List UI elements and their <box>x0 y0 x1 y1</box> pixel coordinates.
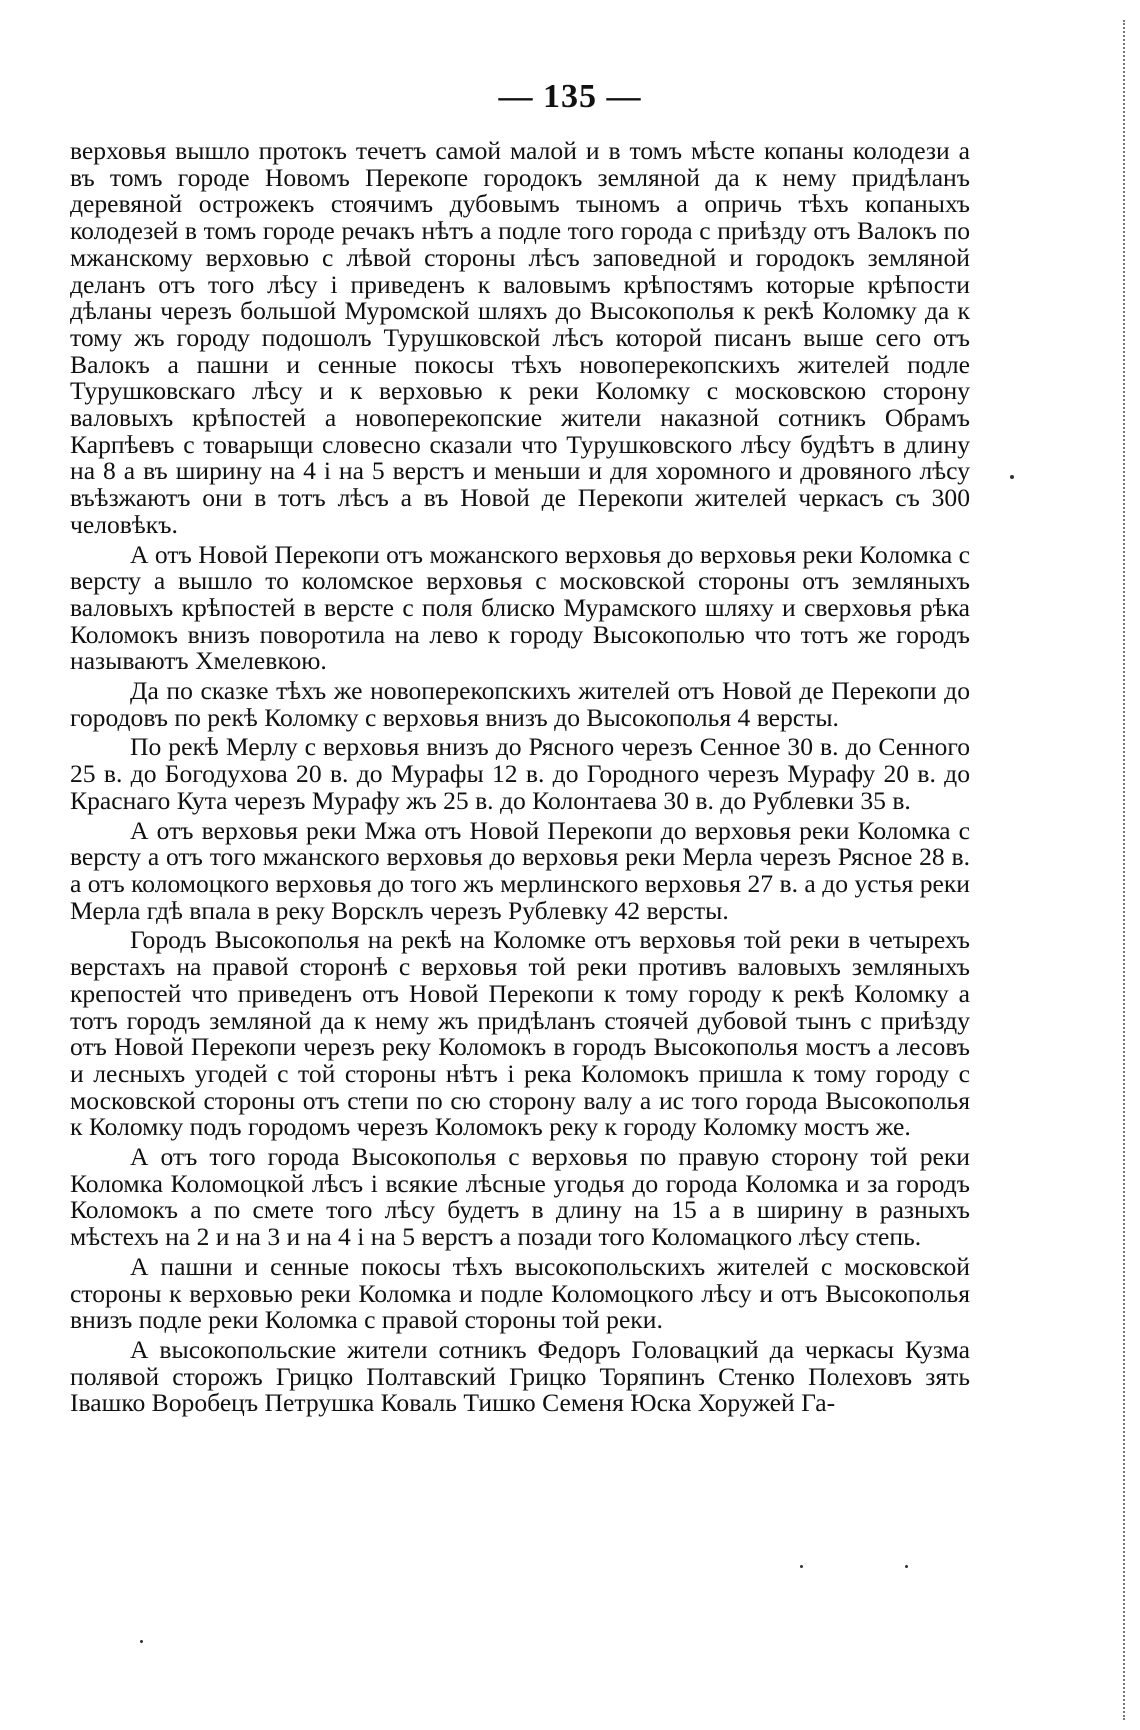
paragraph: А отъ того города Высокополья с верховья по правую сторону той реки Коломка Коломоцкой лѣсъ і всякие лѣсные угодья до города Коломка и за городъ Коломокъ а по смете того лѣсу будетъ в длину на 15 а в ширину в разныхъ мѣстехъ на 2 и на 3 и на 4 і на 5 верстъ а позади того Коломацкого лѣсу степь. <box>70 1142 970 1252</box>
scan-speck <box>140 1640 143 1643</box>
scan-speck <box>1010 475 1014 479</box>
paragraph: А отъ Новой Перекопи отъ можанского верховья до верховья реки Коломка с версту а вышло то коломское верховья с московской стороны отъ земляныхъ валовыхъ крѣпостей в версте с поля блиско Мурамского шляху и сверховья рѣка Коломокъ внизъ поворотила на лево к городу Высокополью что тотъ же городъ называютъ Хмелевкою. <box>70 539 970 676</box>
paragraph: А пашни и сенные покосы тѣхъ высокопольскихъ жителей с московской стороны к верховью реки Коломка и подле Коломоцкого лѣсу и отъ Высокополья внизъ подле реки Коломка с правой стороны той реки. <box>70 1251 970 1335</box>
paragraph: А высокопольские жители сотникъ Федоръ Головацкий да черкасы Кузма полявой сторожъ Грицко Полтавский Грицко Торяпинъ Стенко Полеховъ зять Івашко Воробецъ Петрушка Коваль Тишко Семеня Юска Хоружей Га- <box>70 1334 970 1418</box>
scan-speck <box>800 1565 803 1568</box>
scan-speck <box>905 1565 908 1568</box>
paragraph: верховья вышло протокъ течетъ самой малой и в томъ мѣсте копаны колодези а въ томъ городе Новомъ Перекопе городокъ земляной да к нему придѣланъ деревяной острожекъ стоячимъ дубовымъ тыномъ а опричь тѣхъ копаныхъ колодезей в томъ городе речакъ нѣтъ а подле того города с приѣзду отъ Валокъ по мжанскому верховью с лѣвой стороны лѣсъ заповедной и городокъ земляной деланъ отъ того лѣсу і приведенъ к валовымъ крѣпостямъ которые крѣпости дѣланы черезъ большой Муромской шляхъ до Высокополья к рекѣ Коломку да к тому жъ городу подошолъ Турушковской лѣсъ которой писанъ выше сего отъ Валокъ а пашни и сенные покосы тѣхъ новоперекопскихъ жителей подле Турушковскаго лѣсу и к верховью к реки Коломку с московскою сторону валовыхъ крѣпостей а новоперекопские жители наказной сотникъ Обрамъ Карпѣевъ с товарыщи словесно сказали что Турушковского лѣсу будѣтъ в длину на 8 а въ ширину на 4 і на 5 верстъ и меньши и для хоромного и дровяного лѣсу въѣзжаютъ они в тотъ лѣсъ а въ Новой де Перекопи жителей черкасъ съ 300 человѣкъ. <box>70 136 970 539</box>
text-body <box>70 138 970 1420</box>
paragraph: По рекѣ Мерлу с верховья внизъ до Рясного черезъ Сенное 30 в. до Сенного 25 в. до Богодухова 20 в. до Мурафы 12 в. до Городного черезъ Мурафу 20 в. до Краснаго Кута черезъ Мурафу жъ 25 в. до Колонтаева 30 в. до Рублевки 35 в. <box>70 732 970 815</box>
paragraph: Городъ Высокополья на рекѣ на Коломке отъ верховья той реки в четырехъ верстахъ на правой сторонѣ с верховья той реки противъ валовыхъ земляныхъ крепостей что приведенъ отъ Новой Перекопи к тому городу к рекѣ Коломку а тотъ городъ земляной да к нему жъ придѣланъ стоячей дубовой тынъ с приѣзду отъ Новой Перекопи черезъ реку Коломокъ в городъ Высокополья мостъ а лесовъ и лесныхъ угодей с той стороны нѣтъ і река Коломокъ пришла к тому городу с московской стороны отъ степи по сю сторону валу а ис того города Высокополья к Коломку подъ городомъ черезъ Коломокъ реку к городу Коломку мостъ же. <box>70 925 970 1142</box>
paragraph: А отъ верховья реки Мжа отъ Новой Перекопи до верховья реки Коломка с версту а отъ того мжанского верховья до верховья реки Мерла черезъ Рясное 28 в. а отъ коломоцкого верховья до того жъ мерлинского верховья 27 в. а до устья реки Мерла гдѣ впала в реку Ворсклъ черезъ Рублевку 42 версты. <box>70 815 970 925</box>
paragraph: Да по сказке тѣхъ же новоперекопскихъ жителей отъ Новой де Перекопи до городовъ по рекѣ Коломку с верховья внизъ до Высокополья 4 версты. <box>70 676 970 732</box>
scan-edge-line <box>1123 20 1126 1720</box>
page-number: — 135 — <box>498 78 642 115</box>
